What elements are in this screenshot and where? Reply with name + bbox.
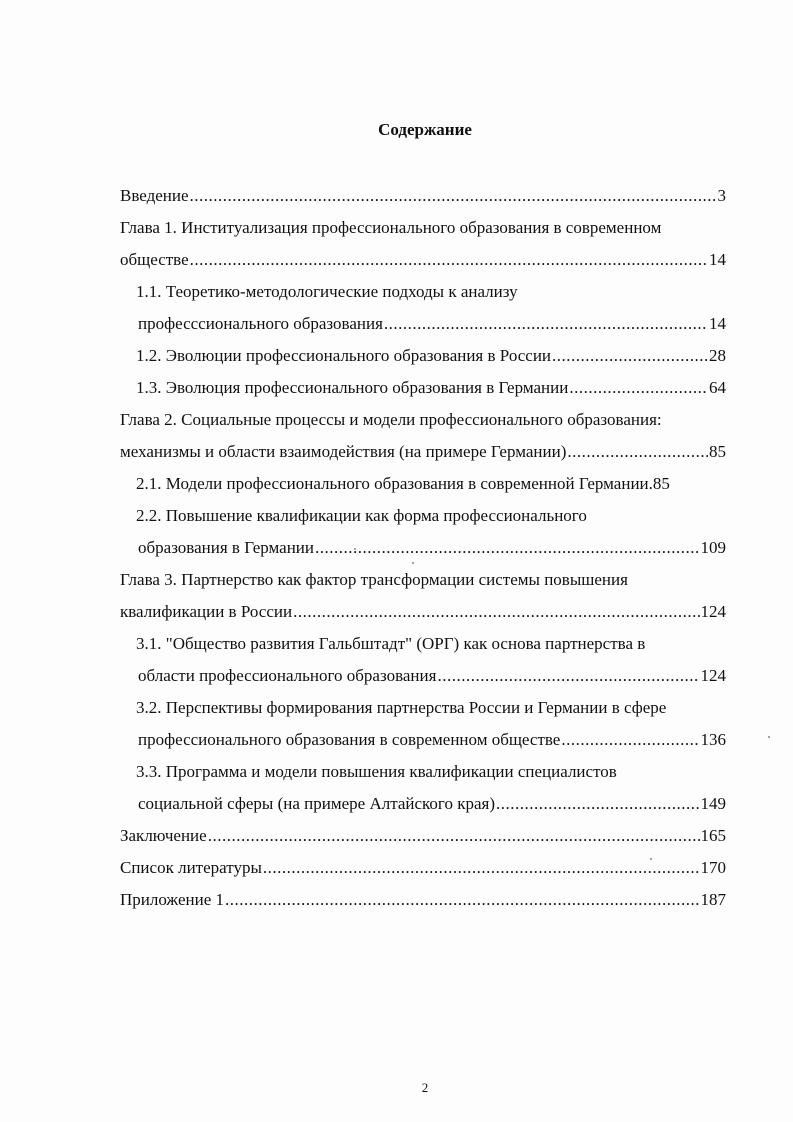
- toc-entry-section-3-2-cont: [120, 724, 726, 756]
- toc-entry-text: 1.1. Теоретико-методологические подходы к анализу: [136, 282, 518, 301]
- toc-entry-page: 124: [700, 602, 726, 621]
- toc-entry-text: Список литературы: [120, 858, 262, 877]
- scan-speck: [650, 858, 652, 860]
- dot-leader: [208, 820, 700, 852]
- toc-entry-text: 3.2. Перспективы формирования партнерства России и Германии в сфере: [136, 698, 667, 717]
- toc-entry-chapter-1: [120, 212, 726, 244]
- toc-entry-text: Заключение: [120, 826, 207, 845]
- toc-entry-text: 2.1. Модели профессионального образования в современной Германии.: [136, 474, 653, 493]
- toc-entry-text: Глава 2. Социальные процессы и модели профессионального образования:: [120, 410, 662, 429]
- toc-entry-page: 85: [652, 474, 670, 493]
- toc-entry-text: образования в Германии: [138, 538, 315, 557]
- toc-entry-page: 170: [700, 858, 726, 877]
- dot-leader: [293, 596, 699, 628]
- page-title: Содержание: [378, 120, 472, 139]
- scan-speck: [768, 736, 770, 738]
- toc-entry-section-3-1: [120, 628, 726, 660]
- toc-entry-text: професссионального образования: [138, 314, 383, 333]
- toc-entry-chapter-2-cont: [120, 436, 726, 468]
- dot-leader: [567, 436, 708, 468]
- toc-entry-page: 124: [700, 666, 726, 685]
- toc-entry-chapter-1-cont: [120, 244, 726, 276]
- toc-entry-page: 165: [700, 826, 726, 845]
- toc-entry-page: 64: [709, 378, 726, 397]
- toc-entry-introduction: [120, 180, 726, 212]
- toc-entry-section-2-1: [120, 468, 726, 500]
- toc-entry-page: 3: [717, 186, 726, 205]
- toc-entry-section-2-2-cont: [120, 532, 726, 564]
- dot-leader: [263, 852, 700, 884]
- toc-entry-page: 14: [709, 250, 726, 269]
- toc-entry-section-1-2: [120, 340, 726, 372]
- toc-entry-text: области профессионального образования: [138, 666, 437, 685]
- toc-entry-text: Глава 3. Партнерство как фактор трансформации системы повышения: [120, 570, 628, 589]
- toc-entry-text: Приложение 1: [120, 890, 224, 909]
- toc-entry-chapter-3-cont: [120, 596, 726, 628]
- toc-entry-references: [120, 852, 726, 884]
- dot-leader: [315, 532, 699, 564]
- dot-leader: [496, 788, 699, 820]
- toc-entry-chapter-2: [120, 404, 726, 436]
- toc-entry-page: 28: [709, 346, 726, 365]
- toc-entry-text: Глава 1. Институализация профессионального образования в современном: [120, 218, 662, 237]
- toc-entry-conclusion: [120, 820, 726, 852]
- toc-entry-text: социальной сферы (на примере Алтайского края): [138, 794, 496, 813]
- toc-entry-section-1-1-cont: [120, 308, 726, 340]
- toc-entry-section-3-3-cont: [120, 788, 726, 820]
- table-of-contents: [120, 180, 726, 916]
- toc-entry-page: 14: [709, 314, 726, 333]
- toc-entry-page: 149: [700, 794, 726, 813]
- toc-entry-section-3-1-cont: [120, 660, 726, 692]
- toc-entry-chapter-3: [120, 564, 726, 596]
- toc-entry-section-2-2: [120, 500, 726, 532]
- toc-entry-page: 109: [700, 538, 726, 557]
- toc-entry-text: профессионального образования в современном обществе: [138, 730, 561, 749]
- scan-speck: [412, 562, 414, 564]
- toc-entry-text: квалификации в России: [120, 602, 293, 621]
- toc-entry-text: 2.2. Повышение квалификации как форма профессионального: [136, 506, 587, 525]
- toc-entry-section-3-2: [120, 692, 726, 724]
- toc-entry-page: 85: [709, 442, 726, 461]
- toc-entry-section-1-3: [120, 372, 726, 404]
- toc-entry-section-1-1: [120, 276, 726, 308]
- toc-entry-page: 136: [700, 730, 726, 749]
- dot-leader: [190, 244, 708, 276]
- toc-entry-text: механизмы и области взаимодействия (на примере Германии): [120, 442, 567, 461]
- toc-entry-text: 3.1. "Общество развития Гальбштадт" (ОРГ) как основа партнерства в: [136, 634, 646, 653]
- toc-entry-page: 187: [700, 890, 726, 909]
- dot-leader: [190, 180, 717, 212]
- toc-entry-section-3-3: [120, 756, 726, 788]
- dot-leader: [561, 724, 699, 756]
- toc-entry-appendix-1: [120, 884, 726, 916]
- toc-entry-text: Введение: [120, 186, 189, 205]
- dot-leader: [384, 308, 708, 340]
- dot-leader: [552, 340, 708, 372]
- page-number: 2: [421, 1080, 429, 1095]
- scan-speck: [354, 548, 356, 550]
- dot-leader: [437, 660, 699, 692]
- toc-entry-text: обществе: [120, 250, 189, 269]
- toc-entry-text: 1.2. Эволюции профессионального образования в России: [136, 346, 552, 365]
- toc-entry-text: 3.3. Программа и модели повышения квалификации специалистов: [136, 762, 617, 781]
- toc-entry-text: 1.3. Эволюция профессионального образования в Германии: [136, 378, 569, 397]
- dot-leader: [569, 372, 708, 404]
- dot-leader: [225, 884, 700, 916]
